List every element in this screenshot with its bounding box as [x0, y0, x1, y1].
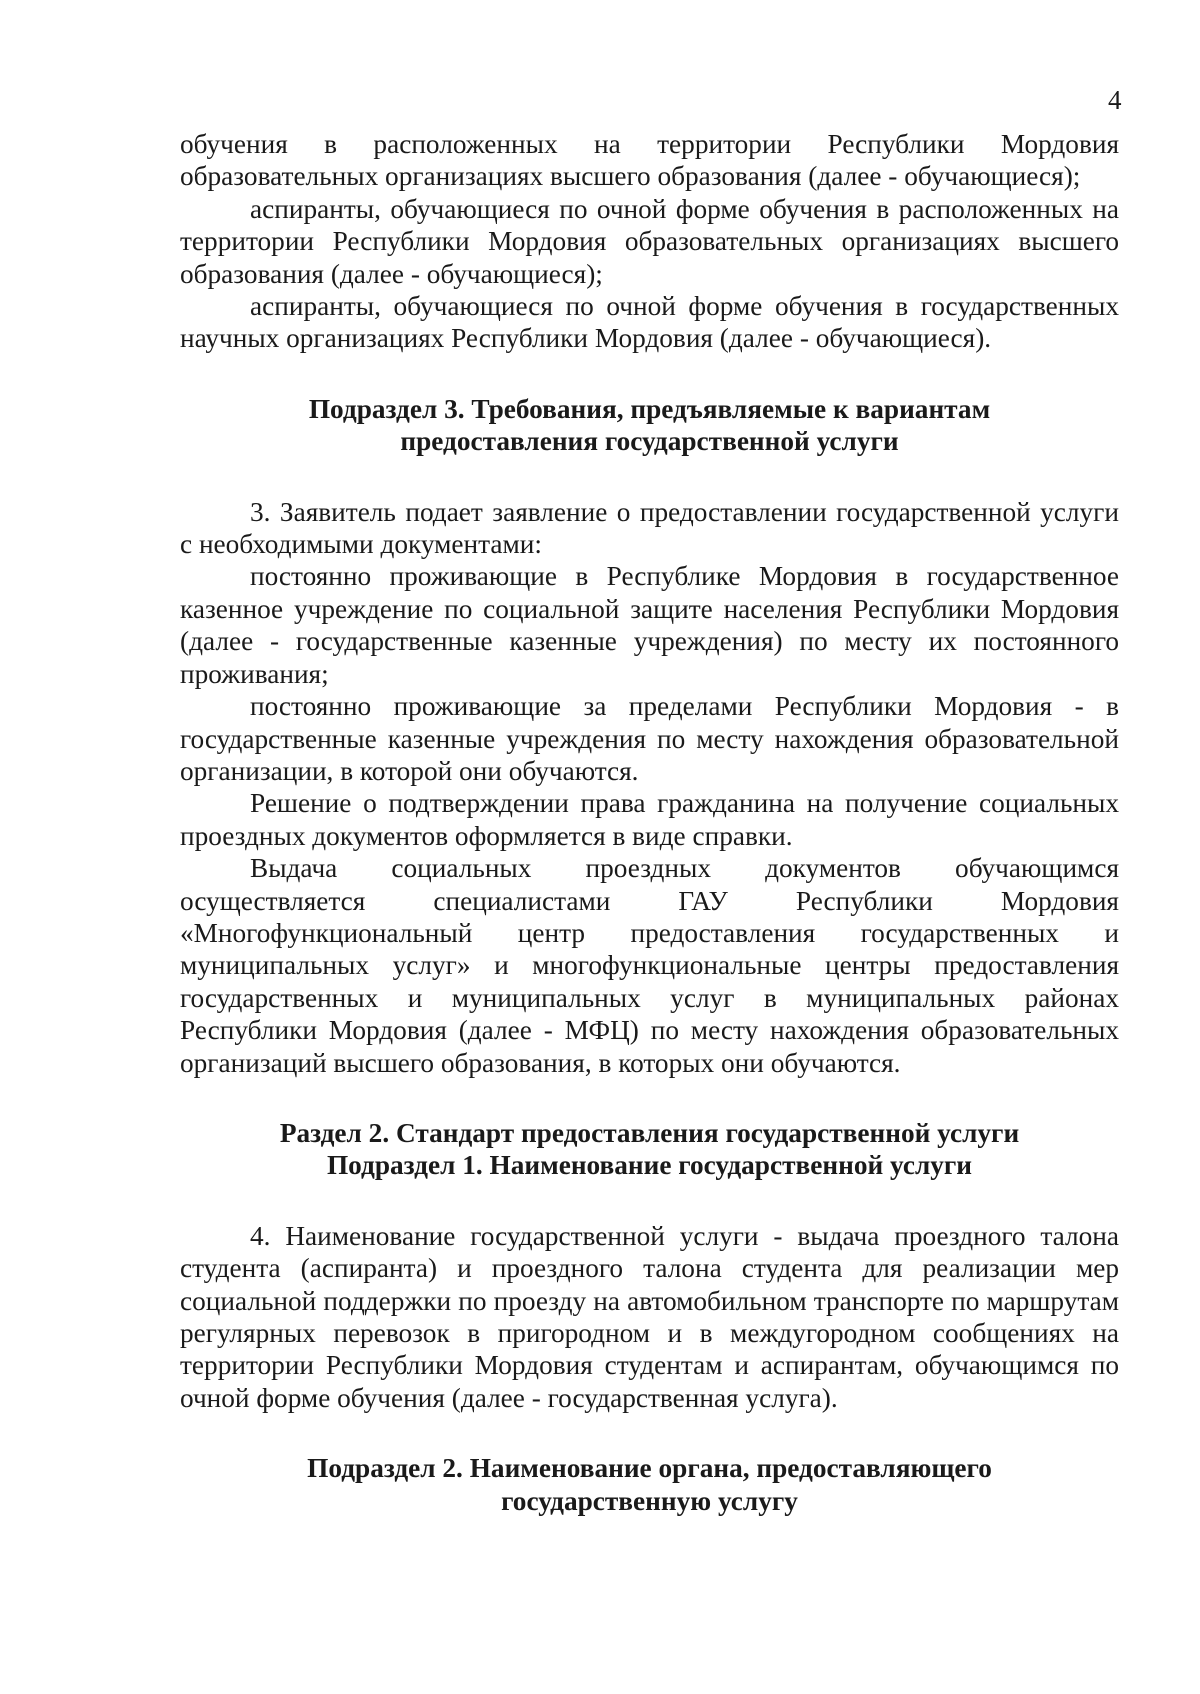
- paragraph-item-3: 3. Заявитель подает заявление о предоставлении государственной услуги с необходимыми документами:: [180, 496, 1119, 560]
- paragraph-students-continuation: обучения в расположенных на территории Республики Мордовия образовательных организациях высшего образования (далее - обучающиеся);: [180, 129, 1119, 192]
- spacer: [180, 1182, 1119, 1220]
- heading-subsection-2-line-2: государственную услугу: [501, 1485, 798, 1516]
- spacer: [180, 458, 1119, 496]
- paragraph-residents-inside: постоянно проживающие в Республике Мордовия в государственное казенное учреждение по социальной защите населения Республики Мордовия (далее - государственные казенные учреждения) по месту их постоянного проживания;: [180, 561, 1119, 689]
- heading-section-2-line-2: Подраздел 1. Наименование государственной услуги: [326, 1150, 973, 1181]
- heading-subsection-2-line-1: Подраздел 2. Наименование органа, предоставляющего: [307, 1453, 992, 1484]
- paragraph-postgraduates-universities: аспиранты, обучающиеся по очной форме обучения в расположенных на территории Республики Мордовия образовательных организациях высшего образования (далее - обучающиеся);: [180, 193, 1119, 289]
- spacer: [180, 1079, 1119, 1117]
- spacer: [180, 1414, 1119, 1452]
- spacer: [180, 355, 1119, 393]
- paragraph-issuance-mfc: Выдача социальных проездных документов обучающимся осуществляется специалистами ГАУ Республики Мордовия «Многофункциональный центр предоставления государственных и муниципальных услуг» и многофункциональные центры предоставления государственных и муниципальных услуг в муниципальных районах Республики Мордовия (далее - МФЦ) по месту нахождения образовательных организаций высшего образования, в которых они обучаются.: [180, 853, 1119, 1078]
- page-number: 4: [1108, 85, 1122, 115]
- heading-section-2: [180, 1117, 1119, 1182]
- heading-subsection-2: [180, 1452, 1119, 1517]
- heading-subsection-3-line-2: предоставления государственной услуги: [400, 426, 899, 457]
- paragraph-postgraduates-research: аспиранты, обучающиеся по очной форме обучения в государственных научных организациях Республики Мордовия (далее - обучающиеся).: [180, 291, 1119, 354]
- document-body: [180, 128, 1119, 1517]
- paragraph-item-4: 4. Наименование государственной услуги - выдача проездного талона студента (аспиранта) и проездного талона студента для реализации мер социальной поддержки по проезду на автомобильном транспорте по маршрутам регулярных перевозок в пригородном и в междугородном сообщениях на территории Республики Мордовия студентам и аспирантам, обучающимся по очной форме обучения (далее - государственная услуга).: [180, 1220, 1119, 1413]
- paragraph-residents-outside: постоянно проживающие за пределами Республики Мордовия - в государственные казенные учреждения по месту нахождения образовательной организации, в которой они обучаются.: [180, 691, 1119, 786]
- heading-subsection-3: [180, 393, 1119, 458]
- paragraph-decision-certificate: Решение о подтверждении права гражданина на получение социальных проездных документов оформляется в виде справки.: [180, 788, 1119, 851]
- heading-subsection-3-line-1: Подраздел 3. Требования, предъявляемые к вариантам: [308, 393, 991, 424]
- heading-section-2-line-1: Раздел 2. Стандарт предоставления государственной услуги: [279, 1117, 1020, 1148]
